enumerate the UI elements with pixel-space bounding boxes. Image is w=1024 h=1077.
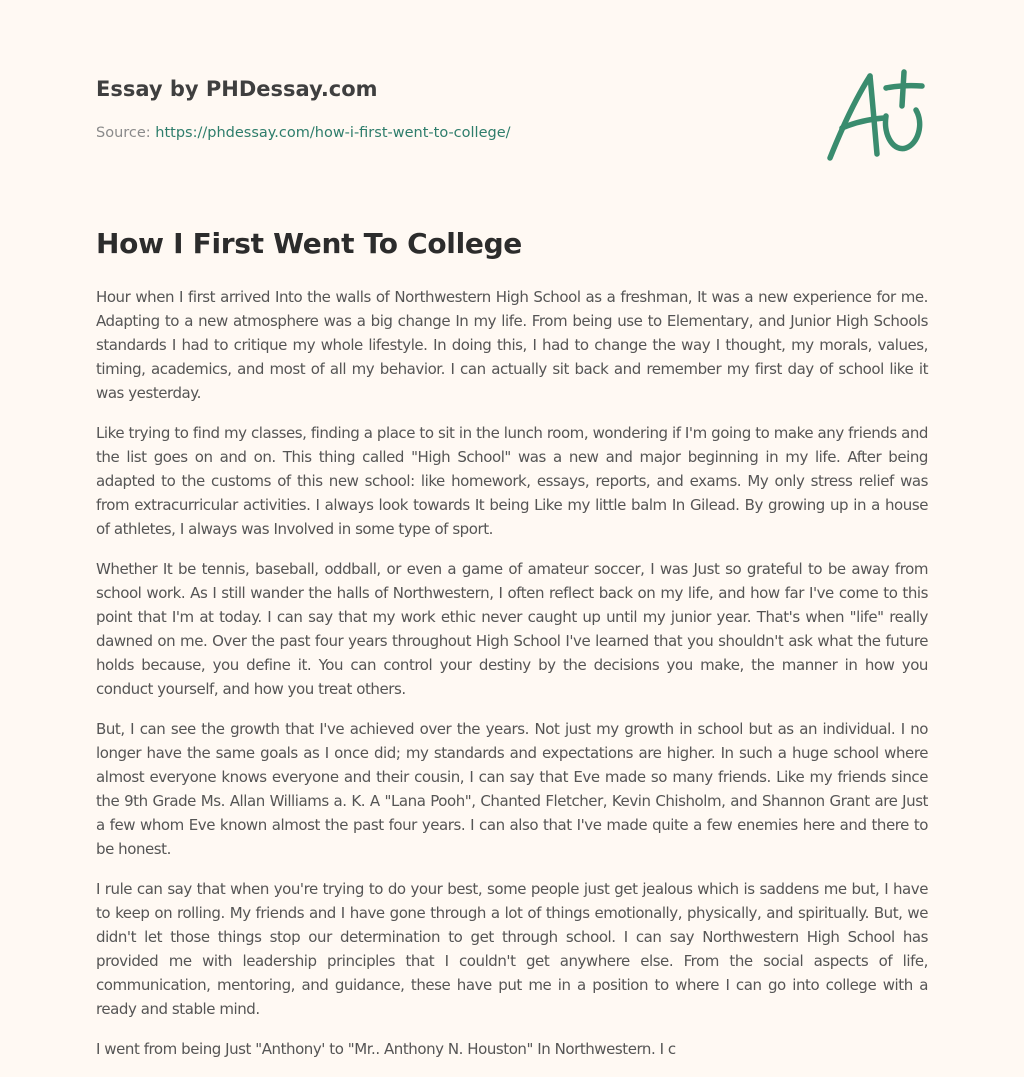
essay-paragraph: Hour when I first arrived Into the walls of Northwestern High School as a freshman, It was a new experience for me. Adapting to a new atmosphere was a big change In my life. From being use to Elementary, and Junior High Schools standards I had to critique my whole lifestyle. In doing this, I had to change the way I thought, my morals, values, timing, academics, and most of all my behavior. I can actually sit back and remember my first day of school like it was yesterday. <box>96 288 928 402</box>
essay-paragraph: Whether It be tennis, baseball, oddball, or even a game of amateur soccer, I was Just so grateful to be away from school work. As I still wander the halls of Northwestern, I often reflect back on my life, and how far I've come to this point that I'm at today. I can say that my work ethic never caught up until my junior year. That's when "life" really dawned on me. Over the past four years throughout High School I've learned that you shouldn't ask what the future holds because, you define it. You can control your destiny by the decisions you make, the manner in how you conduct yourself, and how you treat others. <box>96 560 928 698</box>
source-line <box>96 122 796 144</box>
essay-body <box>96 285 928 1077</box>
essay-paragraph: I went from being Just "Anthony' to "Mr.. Anthony N. Houston" In Northwestern. I c <box>96 1040 676 1058</box>
essay-paragraph: But, I can see the growth that I've achieved over the years. Not just my growth in school but as an individual. I no longer have the same goals as I once did; my standards and expectations are higher. In such a huge school where almost everyone knows everyone and their cousin, I can say that Eve made so many friends. Like my friends since the 9th Grade Ms. Allan Williams a. K. A "Lana Pooh", Chanted Fletcher, Kevin Chisholm, and Shannon Grant are Just a few whom Eve known almost the past four years. I can also that I've made quite a few enemies here and there to be honest. <box>96 720 928 858</box>
site-brand: Essay by PHDessay.com <box>96 77 378 101</box>
essay-paragraph: Like trying to find my classes, finding a place to sit in the lunch room, wondering if I'm going to make any friends and the list goes on and on. This thing called "High School" was a new and major beginning in my life. After being adapted to the customs of this new school: like homework, essays, reports, and exams. My only stress relief was from extracurricular activities. I always look towards It being Like my little balm In Gilead. By growing up in a house of athletes, I always was Involved in some type of sport. <box>96 424 928 538</box>
source-link[interactable]: https://phdessay.com/how-i-first-went-to-college/ <box>155 125 511 141</box>
essay-title: How I First Went To College <box>96 227 522 260</box>
essay-header <box>96 72 796 144</box>
source-label: Source: <box>96 125 156 141</box>
essay-paragraph: I rule can say that when you're trying to do your best, some people just get jealous which is saddens me but, I have to keep on rolling. My friends and I have gone through a lot of things emotionally, physically, and spiritually. But, we didn't let those things stop our determination to get through school. I can say Northwestern High School has provided me with leadership principles that I couldn't get anywhere else. From the social aspects of life, communication, mentoring, and guidance, these have put me in a position to where I can go into college with a ready and stable mind. <box>96 880 928 1018</box>
a-plus-grade-icon <box>820 66 930 166</box>
